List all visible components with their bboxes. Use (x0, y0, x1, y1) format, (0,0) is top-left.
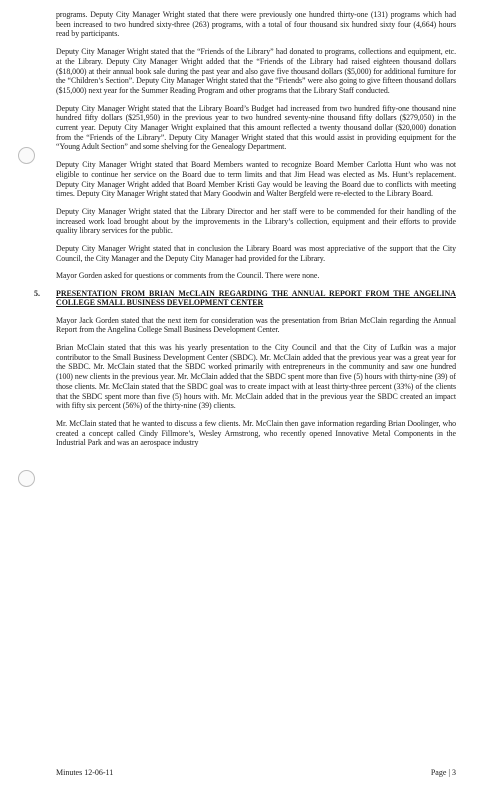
paragraph: Deputy City Manager Wright stated that Board Members wanted to recognize Board Member Carlotta Hunt who was not eligible to continue her service on the Board due to term limits and that Jim Head was elected as Ms. Hunt’s replacement. Deputy City Manager Wright added that Board Member Kristi Gay would be leaving the Board due to conflicts with meeting times. Deputy City Manager Wright stated that Mary Goodwin and Walter Bergfeld were re-elected to the Library Board. (56, 160, 456, 199)
footer-page-number: Page | 3 (430, 768, 456, 777)
paragraph: Deputy City Manager Wright stated that the Library Board’s Budget had increased from two hundred fifty-one thousand nine hundred fifty dollars ($251,950) in the previous year to two hundred seventy-nine thousand fifty dollars ($279,050) in the current year. Deputy City Manager Wright explained that this amount reflected a twenty thousand dollar ($20,000) donation from the “Friends of the Library”. Deputy City Manager Wright stated that this would assist in providing equipment for the “Young Adult Section” and some shelving for the Genealogy Department. (56, 103, 456, 152)
paragraph: Mayor Gorden asked for questions or comments from the Council. There were none. (56, 271, 320, 281)
punch-hole (18, 470, 35, 487)
paragraph: Mayor Jack Gorden stated that the next item for consideration was the presentation from Brian McClain regarding the Annual Report from the Angelina College Small Business Development Center. (56, 315, 456, 335)
punch-hole (18, 147, 35, 164)
minutes-body (34, 10, 456, 456)
paragraph: Deputy City Manager Wright stated that the Library Director and her staff were to be commended for their handling of the increased work load brought about by the improvements in the Library’s collection, equipment and their efforts to provide quality library services for the public. (56, 206, 456, 236)
paragraph: Deputy City Manager Wright stated that in conclusion the Library Board was most appreciative of the support that the City Council, the City Manager and the Deputy City Manager had provided for the Library. (56, 244, 456, 263)
paragraph: Brian McClain stated that this was his yearly presentation to the City Council and that the City of Lufkin was a major contributor to the Small Business Development Center (SBDC). Mr. McClain added that the previous year was a great year for the SBDC. Mr. McClain stated that the SBDC worked primarily with entrepreneurs in the community and saw one hundred (100) new clients in the previous year. Mr. McClain added that the SBDC spent more than five (5) hours with thirty-nine (39) of those clients. Mr. McClain stated that the SBDC goal was to create impact with at least thirty-three percent (33%) of the clients that the SBDC spent more than five (5) hours with. Mr. McClain added that in the previous year the SBDC created an impact with fifty six percent (56%) of the thirty-nine (39) clients. (56, 342, 456, 411)
paragraph: Deputy City Manager Wright stated that the “Friends of the Library” had donated to programs, collections and equipment, etc. at the Library. Deputy City Manager Wright added that the “Friends of the Library had raised eighteen thousand dollars ($18,000) at their annual book sale during the past year and also gave five thousand dollars ($5,000) for additional furniture for the “Children’s Section”. Deputy City Manager Wright stated that the “Friends” were also going to give fifteen thousand dollars ($15,000) next year for the Summer Reading Program and other programs that the Library Staff conducted. (56, 47, 456, 95)
footer-minutes-date: Minutes 12-06-11 (56, 768, 114, 777)
paragraph: programs. Deputy City Manager Wright stated that there were previously one hundred thirty-one (131) programs which had been increased to two hundred sixty-three (263) programs, with a total of four thousand six hundred sixty four (4,664) hours read by participants. (56, 10, 456, 39)
agenda-item-number: 5. (34, 289, 40, 299)
paragraph: Mr. McClain stated that he wanted to discuss a few clients. Mr. McClain then gave information regarding Brian Doolinger, who created a concept called Cindy Fillmore’s, Wesley Armstrong, who recently opened Innovative Metal Components in the Industrial Park and was an aerospace industry (56, 418, 456, 448)
agenda-item (34, 289, 456, 308)
agenda-item-heading: PRESENTATION FROM BRIAN McCLAIN REGARDING THE ANNUAL REPORT FROM THE ANGELINA COLLEGE SMALL BUSINESS DEVELOPMENT CENTER (56, 289, 456, 308)
